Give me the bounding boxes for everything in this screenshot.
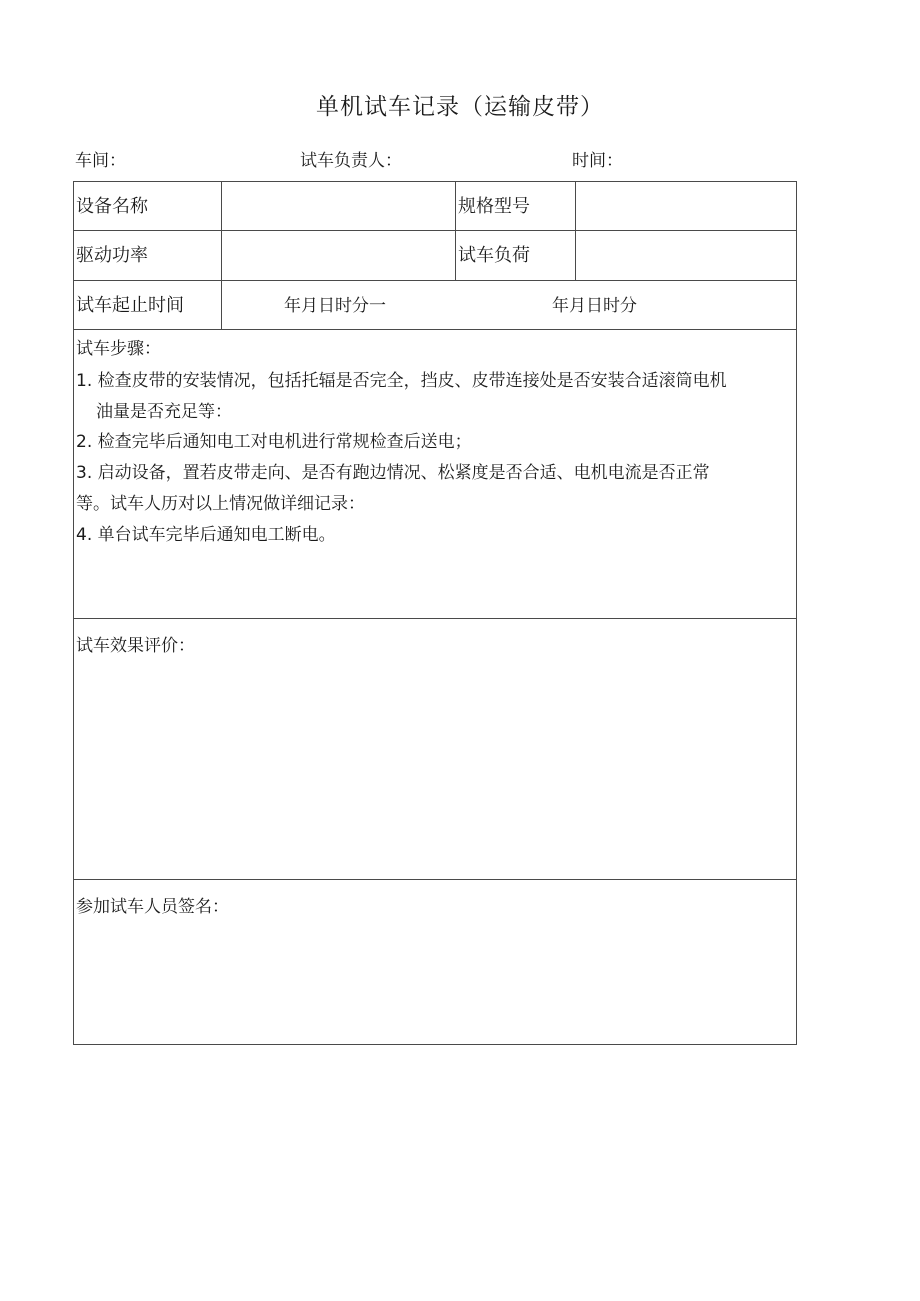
drive-power-label: 驱动功率 — [76, 245, 148, 266]
spec-model-label: 规格型号 — [458, 196, 530, 217]
step-1-line-1: 1. 检查皮带的安装情况，包括托辐是否完全，挡皮、皮带连接处是否安装合适滚筒电机 — [76, 371, 727, 391]
table-border-top — [73, 181, 797, 182]
step-3-line-1: 3. 启动设备，置若皮带走向、是否有跑边情况、松紧度是否合适、电机电流是否正常 — [76, 463, 710, 483]
person-in-charge-label: 试车负责人： — [300, 151, 402, 171]
signatures-field[interactable] — [75, 922, 795, 1042]
page-title: 单机试车记录（运输皮带） — [316, 94, 604, 120]
evaluation-field[interactable] — [75, 662, 795, 877]
table-border-left — [73, 181, 74, 1045]
row-divider — [73, 618, 797, 619]
end-time-text: 年月日时分 — [552, 296, 637, 316]
row-divider — [73, 280, 797, 281]
signatures-label: 参加试车人员签名： — [76, 897, 229, 917]
col-divider — [221, 181, 222, 329]
step-2: 2. 检查完毕后通知电工对电机进行常规检查后送电； — [76, 432, 472, 452]
row-divider — [73, 329, 797, 330]
evaluation-label: 试车效果评价： — [76, 636, 195, 656]
equipment-name-field[interactable] — [223, 183, 454, 229]
time-label: 时间： — [572, 151, 623, 171]
test-period-label: 试车起止时间 — [76, 295, 184, 316]
table-border-bottom — [73, 1044, 797, 1045]
start-time-text: 年月日时分一 — [284, 296, 386, 316]
table-border-right — [796, 181, 797, 1045]
drive-power-field[interactable] — [223, 232, 454, 279]
test-load-field[interactable] — [577, 232, 795, 279]
steps-title: 试车步骤： — [76, 339, 161, 359]
col-divider — [455, 181, 456, 280]
equipment-name-label: 设备名称 — [76, 196, 148, 217]
step-4: 4. 单台试车完毕后通知电工断电。 — [76, 525, 336, 545]
row-divider — [73, 879, 797, 880]
workshop-label: 车间： — [75, 151, 126, 171]
step-1-line-2: 油量是否充足等： — [96, 402, 232, 422]
step-3-line-2: 等。试车人历对以上情况做详细记录： — [76, 494, 365, 514]
col-divider — [575, 181, 576, 280]
spec-model-field[interactable] — [577, 183, 795, 229]
row-divider — [73, 230, 797, 231]
test-load-label: 试车负荷 — [458, 245, 530, 266]
